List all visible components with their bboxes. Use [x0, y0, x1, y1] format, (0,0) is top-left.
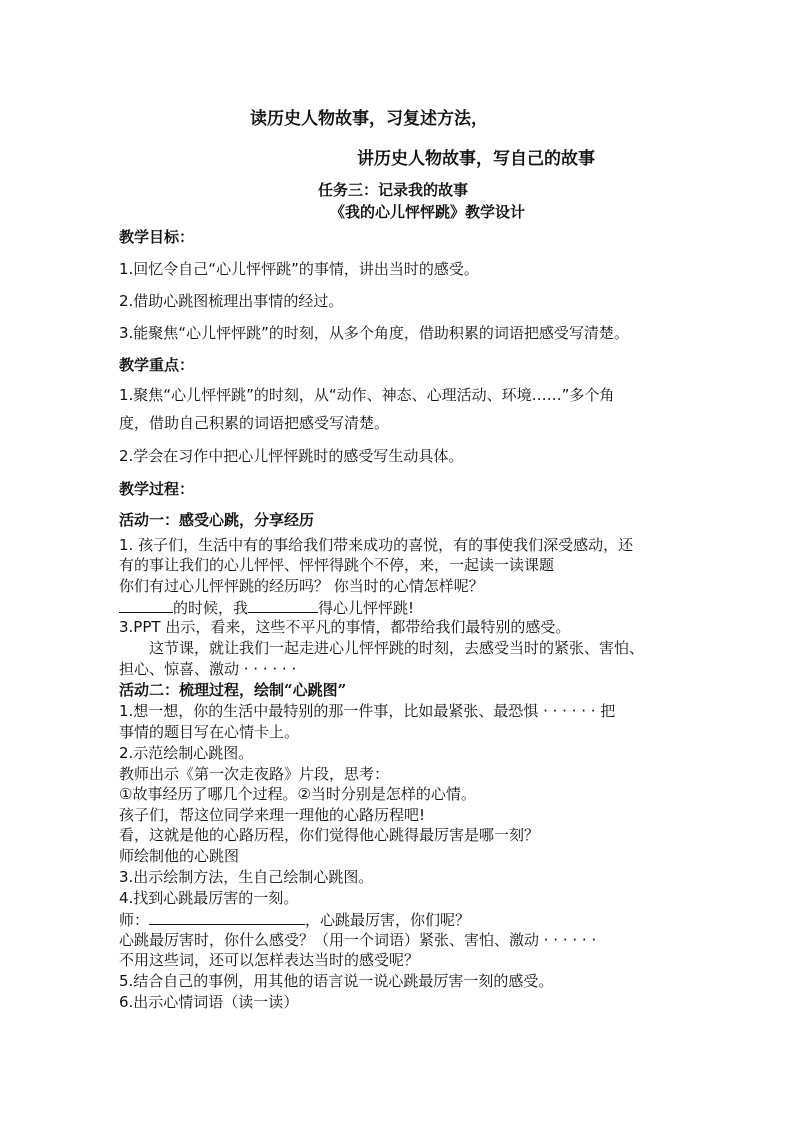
activity-2-p1-line-2: 事情的题目写在心情卡上。 — [119, 723, 300, 741]
activity-2-p9: 4.找到心跳最厉害的一刻。 — [119, 889, 299, 907]
activity-2-p13: 5.结合自己的事例，用其他的语言说一说心跳最厉害一刻的感受。 — [119, 972, 554, 990]
activity-1-p1-line-1: 1. 孩子们，生活中有的事给我们带来成功的喜悦，有的事使我们深受感动，还 — [119, 536, 634, 554]
activity-1-p4-line-2: 担心、惊喜、激动 · · · · · · — [119, 660, 297, 678]
activity-2-p5: 孩子们，帮这位同学来理一理他的心路历程吧! — [119, 806, 426, 824]
activity-2-p6: 看，这就是他的心路历程，你们觉得他心跳得最厉害是哪一刻？ — [119, 826, 540, 844]
process-heading: 教学过程： — [119, 480, 195, 498]
goal-item-2: 2.借助心跳图梳理出事情的经过。 — [119, 292, 344, 310]
fill-text-1: 的时候，我 — [173, 599, 249, 617]
goal-item-3: 3.能聚焦“心儿怦怦跳”的时刻，从多个角度，借助积累的词语把感受写清楚。 — [119, 324, 629, 342]
activity-2-p7: 师绘制他的心跳图 — [119, 847, 240, 865]
activity-1-p2: 你们有过心儿怦怦跳的经历吗？ 你当时的心情怎样呢？ — [119, 577, 484, 595]
blank-line — [248, 597, 318, 613]
task-title: 任务三：记录我的故事 — [318, 181, 469, 199]
activity-1-p3: 3.PPT 出示，看来，这些不平凡的事情，都带给我们最特别的感受。 — [119, 618, 571, 636]
activity-2-p14: 6.出示心情词语（读一读） — [119, 993, 299, 1011]
goal-item-1: 1.回忆令自己“心儿怦怦跳”的事情，讲出当时的感受。 — [119, 260, 479, 278]
subtitle: 《我的心儿怦怦跳》教学设计 — [330, 203, 526, 221]
activity-1-heading: 活动一：感受心跳，分享经历 — [119, 511, 315, 529]
activity-2-p1-line-1: 1.想一想，你的生活中最特别的那一件事，比如最紧张、最恐惧 · · · · · · 把 — [119, 702, 616, 720]
activity-2-p10 — [119, 909, 470, 930]
activity-2-p8: 3.出示绘制方法，生自己绘制心跳图。 — [119, 868, 374, 886]
title-line-1: 读历史人物故事，习复述方法， — [250, 109, 488, 129]
blank-line — [119, 597, 173, 613]
teacher-prefix: 师： — [119, 911, 150, 929]
blank-line — [149, 909, 305, 925]
activity-2-heading: 活动二：梳理过程，绘制“心跳图” — [119, 681, 347, 699]
activity-2-p11: 心跳最厉害时，你什么感受？（用一个词语）紧张、害怕、激动 · · · · · · — [119, 931, 597, 949]
focus-item-2: 2.学会在习作中把心儿怦怦跳时的感受写生动具体。 — [119, 447, 464, 465]
activity-2-p12: 不用这些词，还可以怎样表达当时的感受呢？ — [119, 951, 420, 969]
title-line-2: 讲历史人物故事，写自己的故事 — [357, 149, 595, 169]
activity-2-p4: ①故事经历了哪几个过程。②当时分别是怎样的心情。 — [119, 785, 476, 803]
activity-2-p3: 教师出示《第一次走夜路》片段，思考： — [119, 765, 390, 783]
activity-2-p2: 2.示范绘制心跳图。 — [119, 744, 254, 762]
fill-text-2: 得心儿怦怦跳! — [318, 599, 415, 617]
teacher-suffix: ，心跳最厉害，你们呢？ — [305, 911, 471, 929]
focus-item-1-line-1: 1.聚焦“心儿怦怦跳”的时刻，从“动作、神态、心理活动、环境……”多个角 — [119, 386, 615, 404]
goals-heading: 教学目标： — [119, 228, 195, 246]
activity-1-p4-line-1: 这节课，就让我们一起走进心儿怦怦跳的时刻，去感受当时的紧张、害怕、 — [149, 639, 645, 657]
focus-item-1-line-2: 度，借助自己积累的词语把感受写清楚。 — [119, 414, 390, 432]
activity-1-p1-line-2: 有的事让我们的心儿怦怦、怦怦得跳个不停，来，一起读一读课题 — [119, 556, 555, 574]
focus-heading: 教学重点： — [119, 356, 195, 374]
activity-1-fill-blank — [119, 597, 414, 618]
